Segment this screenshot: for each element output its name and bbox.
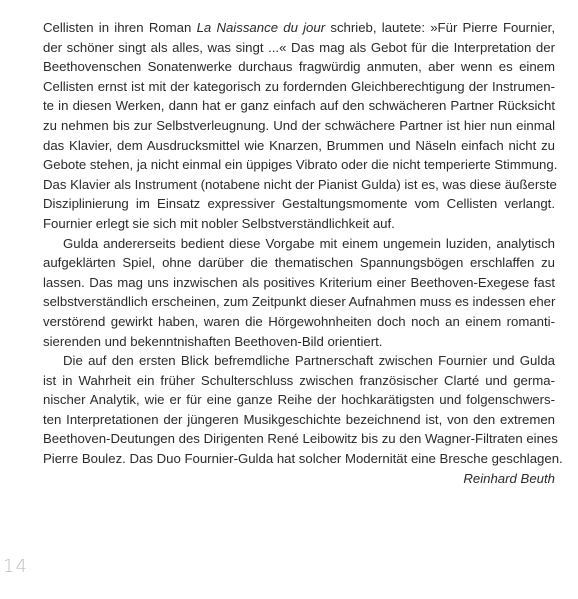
text-line: das Klavier, dem Ausdrucksmittel wie Knarzen, Brummen und Näseln einfach nicht zu [43,137,555,153]
text-line: sierenden und bekenntnishaften Beethoven-Bild orientiert. [43,333,383,349]
text-line: ist in Wahrheit ein früher Schulterschluss zwischen französischer Clarté und germa- [43,372,555,388]
text-line: Cellisten ernst ist mit der kategorisch zu fordernden Gleichberechtigung der Instrumen- [43,78,555,94]
text-line: Gebote stehen, ja nicht einmal ein üppiges Vibrato oder die nicht temperierte Stimmung. [43,157,558,173]
author-signature: Reinhard Beuth [463,470,555,486]
page-number: 14 [3,556,28,577]
article-body [43,18,563,488]
paragraph-2 [43,234,555,352]
text-line: ten Interpretationen der jüngeren Musikgeschichte bezeichnend ist, von den extremen [43,411,555,427]
text-line: aufgeklärten Spiel, ohne darüber die thematischen Spannungsbögen erschlaffen zu [43,255,555,271]
text-line: Gulda andererseits bedient diese Vorgabe mit einem ungemein luziden, analytisch [63,235,555,251]
book-title: La Naissance du jour [196,20,326,35]
text-line: selbstverständlich erscheinen, zum Zeitpunkt dieser Aufnahmen muss es indessen eher [43,294,556,310]
text-line: verstörend gewirkt haben, waren die Hörgewohnheiten doch noch an einem romanti- [43,313,555,329]
paragraph-3 [43,351,563,469]
text-line: Die auf den ersten Blick befremdliche Partnerschaft zwischen Fournier und Gulda [63,353,555,369]
paragraph-1 [43,18,558,234]
text-line: Disziplinierung im Einsatz expressiver Gestaltungsmomente vom Cellisten verlangt. [43,196,555,212]
text-line: nischer Analytik, wie er für eine ganze Reihe der hochkarätigsten und folgenschwers- [43,392,555,408]
text-line: Pierre Boulez. Das Duo Fournier-Gulda hat solcher Modernität eine Bresche geschlagen. [43,451,563,467]
text-line: Cellisten in ihren Roman La Naissance du jour schrieb, lautete: »Für Pierre Fournier, [43,20,555,35]
text-line: lassen. Das mag uns inzwischen als positives Kriterium einer Beethoven-Exegese fast [43,274,555,290]
text-line: zu nehmen bis zur Selbstverleugnung. Und der schwächere Partner ist hier nun einmal [43,117,555,133]
text-line: Beethovenschen Sonatenwerke durchaus fragwürdig anmuten, aber wenn es einem [43,59,555,75]
text-line: der schöner singt als alles, was singt ...« Das mag als Gebot für die Interpretation der [43,39,555,55]
text-line: Das Klavier als Instrument (notabene nicht der Pianist Gulda) ist es, was diese äußerste [43,176,557,192]
text-line: te in diesen Werken, dann hat er ganz einfach auf den schwächeren Partner Rücksicht [43,98,555,114]
text-line: Fournier erlegt sie sich mit nobler Selbstverständlichkeit auf. [43,215,395,231]
text-line: Beethoven-Deutungen des Dirigenten René Leibowitz bis zu den Wagner-Filtraten eines [43,431,558,447]
